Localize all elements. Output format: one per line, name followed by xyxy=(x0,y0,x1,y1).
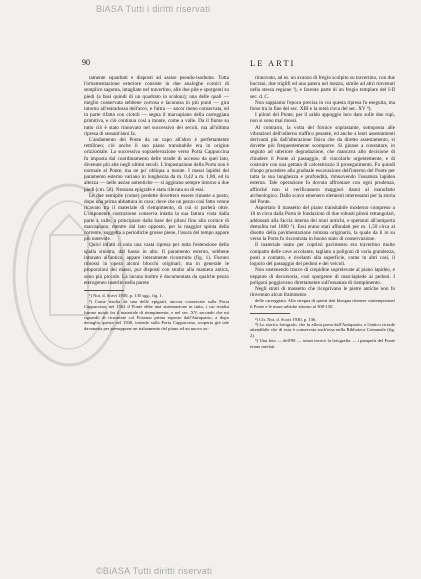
paragraph: Non sappiamo l'epoca precisa in cui questa ripresa fu eseguita, ma forse tra la fine del sec. XIII e la metà circa del sec. XV ⁴). xyxy=(250,99,395,113)
watermark-top: BiASA Tutti i diritti riservati xyxy=(96,4,211,14)
paragraph: Asportato il massetto del piano transitabile moderno compreso a 10 m circa dalla Porta le fondazioni di due robusti piloni rettangolari, addossati alla faccia interna dei muri antichi, e spettanti all'antiporta demolita nel 1880 ⁵). Essi erano stati affondati per m. 1,50 circa al disotto della pavimentazione romana originaria, la quale da lì in su verso la Porta fu riscontrata in buono stato di conservazione. xyxy=(250,205,395,243)
footnotes xyxy=(84,293,229,331)
footnote: ¹) Not. d. Scavi 1930, p. 135 sgg., fig. 1. xyxy=(89,293,163,299)
paragraph: Le due semipile (come) predette dovettero essere rimaste a posto, dopo una prima abbattura in cava; dove che un pezzo così fatto venne ricavato tra il materiale di riempimento, di cui si parlerà oltre. L'imponente costruzione conserva intatta la sua fattura vista dalla parte a valle, a principiare dalla base dei piloni fino alla cornice di marcapiano, mentre dal lato opposto, per la maggior spinta della corrente, soggetta a periodiche grosse piene, l'usura del tempo appare più notevole. xyxy=(84,192,229,243)
right-column xyxy=(250,75,395,545)
left-column xyxy=(84,75,229,545)
footnote: delle carreggiata. Alla stregua di questi dati bisogna ritenere contemporanei il Ponte e le mura urbiche attorno al 300-150. xyxy=(250,298,395,309)
paragraph: Negli strati di massetto che ricoprivano le pietre antiche non fu rinvenuto alcun frammento xyxy=(250,285,395,299)
paragraph: Quivi infatti si nota una vasta ripresa per tutta l'estensione della spalla sinistra, dal basso in alto. Il paramento esterno, sebbene intonato all'antico, appare interamente ricostruito (fig. 1). Furono rimossi in opera alcuni blocchi originari; ma in generale le proporzioni dei massi, pur disposti con studio alla maniera antica, sono più piccole. La lacuna inoltre è documentata da qualche pezzo eterogeneo inserito nella parete xyxy=(84,242,229,286)
paragraph: I piloni del Ponte, per il saldo appoggio loro dato sulle due rupi, non si sono mai mossi. xyxy=(250,112,395,125)
paragraph: Non sostenendo tracce di crepidine soprelevate al piano lapideo, e neppure di decursoria, così sporgente di marciapiede ai pedoni. I poligoni poggiavano direttamente sull'ossatura di riempimento. xyxy=(250,267,395,286)
running-title: LE ARTI xyxy=(250,58,296,68)
footnote-rule xyxy=(84,290,124,291)
footnote: ⁴) Lo storico fotografo, che fu allora presa dall'Antiquario, e l'antico ricorde attendibile che di essa è conservata anch'essa nella Biblioteca Comunale (fig. 2). xyxy=(250,322,395,338)
footnote: ²) Come risulta da una delle epigrafi, ancora conservate sulla Porta Cappuccina, nel 1562 il Ponte ebbe una sistemazione in tutto, i cui residui furono notati fra il materiale di riempimento; e nel sec. XV, secondo che mi riguardò di ricorrente col Forzano prima esposto dall'Antiquario, a dopo dettaglio questa nel 1930, traendo sulla Porta Cappuccina, scoperta già tale davanzata per presuppone un rialzamento del piano ad un nuovo as- xyxy=(84,298,229,331)
footnote: ⁵) Una foto — dell'90 — senza invece la fotografia — i parapetti del Ponte erano merlati. xyxy=(250,338,395,349)
footnote: ³) Cfr. Not. d. Scavi 1930, p. 136. xyxy=(255,316,317,322)
paragraph: Al contrario, la volta del fornice soprastante, sottoposta alle vibrazioni dell'odierno traffico pesante, ed anche a lenti assestamenti derivanti più dall'alterazione fisica che da diretto assestamento, si dovette più frequentemente scomporre. Si giunse a constatare, in seguito ad ulteriore degradazione, che mancava allo decisione di chiudere il Ponte al passaggio, di vincolarlo urgentemente, e di costruire con una gettata di calcestruzzo il proseguimento. Fu quindi d'uopo procedere alla graduale escavazione dell'interno del Ponte per tutta la sua lunghezza e profondità, rimuovendo l'ossatura lapidea esterna. Tale operazione fu dovuta affrontare con ogni prudenza, affinché non si verificassero maggiori danni al manufatto archeologico. Dallo scavo emersero elementi interessanti per la storia del Ponte. xyxy=(250,124,395,206)
watermark-bottom: ©BiASA Tutti diritti riservati xyxy=(96,566,213,576)
running-header xyxy=(0,58,421,72)
paragraph: Il materiale usato per coprirsi pavimento era travertino molto compatto delle cave accolante, tagliato a poligoni di varia grandezza, posti a contatto, e rivelanti alla superficie, come in altri casi, il logorio del passaggio dei pedoni e dei veicoli. xyxy=(250,242,395,268)
footnotes xyxy=(250,298,395,349)
paragraph: rinnovato, ad es. un avanzo di fregio scolpito su travertino, con due bucrani, due triglifi ed una patera nel mezzo, simile ad altri rinvenuti nella stessa regione ³), e facente parte di un fregio templare del I-II sec. d. C. xyxy=(250,75,395,100)
paragraph: tamente squadrati e disposti ad assise pseudo-isodome. Tutta l'ornamentazione esteriore consiste in due analoghe cornici di semplice sagoma, intagliate nel travertino, alle due pile e sporgenti su piedi (a basi quindi di un quadrato in scaloni); una delle quali — meglio conservata sebbene corrosa e lacunosa in più punti — gira intorno all'estradossa dell'arco, e l'altra — ancor meno conservata, ed in parte rifatta con ciotoli — segna il marcapiano della carreggiata primitiva, e ciò continua così a monte, come a valle. Da il fiume su tutto ciò è stato rinnovato nel successivo dei secoli, ma all'ultima ripresa di sessant'anni fa. xyxy=(84,75,229,137)
footnote-rule xyxy=(250,313,290,314)
page-number: 90 xyxy=(82,58,90,67)
paragraph: L'andamento del Ponte da un capo all'altro è perfettamente rettilineo; ciò anche il suo piano transitabile era in origine orizzontale. La successiva sopraelevazione verso Porta Cappuccina fu imposta dal coordinamento delle strade di accesso da quel lato, divenute più alte negli ultimi secoli. L'impostazione della Porta non è normale al Ponte, ma ne po' obliqua a monte. I massi lapidei del paramento esterno variano in lunghezza da m. 0,42 a m. 1,80, ed in altezza — nelle assise autentiche — si aggirano sempre intorno a due piedi (cm. 58). Nessuna epigrafe è stata rilevata su di essi. xyxy=(84,137,229,193)
